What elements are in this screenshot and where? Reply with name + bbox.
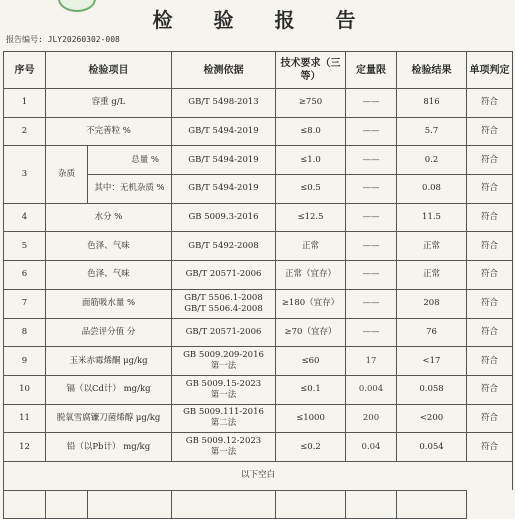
loq: ——	[346, 232, 397, 261]
result: 76	[397, 318, 467, 347]
basis-line: 第一法	[210, 447, 237, 458]
table-row	[4, 289, 513, 318]
loq: 0.04	[346, 433, 397, 462]
row-number: 6	[4, 261, 46, 290]
basis-cell	[172, 289, 276, 318]
basis-cell	[172, 404, 276, 433]
table-row	[4, 232, 513, 261]
basis-cell	[172, 347, 276, 376]
verdict: 符合	[467, 175, 513, 204]
footer-row	[4, 461, 513, 490]
row-number: 9	[4, 347, 46, 376]
result: <200	[397, 404, 467, 433]
result: 0.054	[397, 433, 467, 462]
loq: ——	[346, 203, 397, 232]
result: 正常	[397, 261, 467, 290]
row-number: 2	[4, 117, 46, 146]
group-label: 杂质	[46, 146, 88, 203]
result: 0.058	[397, 375, 467, 404]
item-name: 水分 %	[46, 203, 172, 232]
loq: ——	[346, 146, 397, 175]
verdict: 符合	[467, 347, 513, 376]
loq: ——	[346, 175, 397, 204]
header-result: 检验结果	[397, 52, 467, 89]
row-number: 11	[4, 404, 46, 433]
basis-line: GB/T 5506.1-2008	[184, 292, 263, 303]
item-name: 色泽、气味	[46, 232, 172, 261]
item-name: 面筋吸水量 %	[46, 289, 172, 318]
header-verdict: 单项判定	[467, 52, 513, 89]
result: 正常	[397, 232, 467, 261]
row-number: 7	[4, 289, 46, 318]
verdict: 符合	[467, 318, 513, 347]
footer-text: 以下空白	[4, 461, 513, 490]
basis-line: GB 5009.111-2016	[183, 407, 264, 418]
basis-line: GB/T 20571-2006	[185, 269, 262, 280]
verdict: 符合	[467, 146, 513, 175]
verdict: 符合	[467, 289, 513, 318]
verdict: 符合	[467, 117, 513, 146]
table-row	[4, 261, 513, 290]
basis-line: GB/T 20571-2006	[185, 326, 262, 337]
item-name: 脱氧雪腐镰刀菌烯醇 μg/kg	[46, 404, 172, 433]
loq: ——	[346, 117, 397, 146]
basis-cell	[172, 433, 276, 462]
loq: 17	[346, 347, 397, 376]
table-row	[4, 203, 513, 232]
item-name: 铅（以Pb计） mg/kg	[46, 433, 172, 462]
basis-cell	[172, 261, 276, 290]
verdict: 符合	[467, 433, 513, 462]
result: 208	[397, 289, 467, 318]
requirement: ≥750	[276, 89, 346, 118]
verdict: 符合	[467, 203, 513, 232]
blank-cell	[88, 490, 172, 519]
table-row	[4, 404, 513, 433]
row-number: 12	[4, 433, 46, 462]
row-number: 5	[4, 232, 46, 261]
basis-line: GB/T 5506.4-2008	[184, 303, 263, 314]
verdict: 符合	[467, 375, 513, 404]
basis-cell	[172, 203, 276, 232]
table-header-row	[4, 52, 513, 89]
header-requirement: 技术要求（三等）	[276, 52, 346, 89]
header-loq: 定量限	[346, 52, 397, 89]
basis-cell	[172, 375, 276, 404]
basis-cell	[172, 117, 276, 146]
requirement: ≤0.2	[276, 433, 346, 462]
item-name: 品尝评分值 分	[46, 318, 172, 347]
result: <17	[397, 347, 467, 376]
basis-line: GB/T 5498-2013	[188, 97, 259, 108]
result: 0.08	[397, 175, 467, 204]
basis-line: 第二法	[210, 418, 237, 429]
requirement: ≤1.0	[276, 146, 346, 175]
item-name: 总量 %	[88, 146, 172, 175]
row-number: 4	[4, 203, 46, 232]
item-name: 不完善粒 %	[46, 117, 172, 146]
table-row	[4, 375, 513, 404]
loq: ——	[346, 89, 397, 118]
verdict: 符合	[467, 404, 513, 433]
table-row	[4, 146, 513, 175]
item-name: 容重 g/L	[46, 89, 172, 118]
requirement: ≤12.5	[276, 203, 346, 232]
blank-cell	[172, 490, 276, 519]
result: 0.2	[397, 146, 467, 175]
page-title: 检 验 报 告	[152, 8, 373, 32]
requirement: ≤60	[276, 347, 346, 376]
verdict: 符合	[467, 89, 513, 118]
result: 5.7	[397, 117, 467, 146]
requirement: 正常	[276, 232, 346, 261]
report-number: 报告编号: JLY20260302-008	[6, 35, 120, 44]
loq: ——	[346, 318, 397, 347]
requirement: 正常（宜存）	[276, 261, 346, 290]
loq: 0.004	[346, 375, 397, 404]
basis-cell	[172, 89, 276, 118]
inspection-table	[3, 51, 513, 519]
basis-line: GB 5009.15-2023	[185, 378, 262, 389]
basis-cell	[172, 232, 276, 261]
basis-line: GB 5009.3-2016	[188, 212, 259, 223]
table-row	[4, 318, 513, 347]
row-number: 1	[4, 89, 46, 118]
loq: ——	[346, 261, 397, 290]
row-number: 3	[4, 146, 46, 203]
basis-line: 第一法	[210, 361, 237, 372]
row-number: 10	[4, 375, 46, 404]
loq: 200	[346, 404, 397, 433]
basis-line: GB/T 5492-2008	[188, 240, 259, 251]
basis-line: 第一法	[210, 389, 237, 400]
loq: ——	[346, 289, 397, 318]
requirement: ≥180（宜存）	[276, 289, 346, 318]
basis-cell	[172, 146, 276, 175]
blank-cell	[346, 490, 397, 519]
requirement: ≤1000	[276, 404, 346, 433]
table-row	[4, 347, 513, 376]
header-item: 检验项目	[46, 52, 172, 89]
basis-line: GB/T 5494-2019	[188, 154, 259, 165]
verdict: 符合	[467, 232, 513, 261]
blank-row	[4, 490, 513, 519]
basis-cell	[172, 318, 276, 347]
header-no: 序号	[4, 52, 46, 89]
item-name: 色泽、气味	[46, 261, 172, 290]
row-number: 8	[4, 318, 46, 347]
item-name: 其中：无机杂质 %	[88, 175, 172, 204]
basis-line: GB 5009.12-2023	[185, 436, 262, 447]
requirement: ≤8.0	[276, 117, 346, 146]
table-row	[4, 117, 513, 146]
basis-line: GB/T 5494-2019	[188, 183, 259, 194]
item-name: 玉米赤霉烯酮 μg/kg	[46, 347, 172, 376]
blank-cell	[4, 490, 46, 519]
table-row	[4, 433, 513, 462]
item-name: 镉（以Cd计） mg/kg	[46, 375, 172, 404]
table-row	[4, 89, 513, 118]
verdict: 符合	[467, 261, 513, 290]
basis-cell	[172, 175, 276, 204]
result: 11.5	[397, 203, 467, 232]
requirement: ≤0.5	[276, 175, 346, 204]
basis-line: GB/T 5494-2019	[188, 126, 259, 137]
blank-cell	[46, 490, 88, 519]
header-basis: 检测依据	[172, 52, 276, 89]
blank-cell	[276, 490, 346, 519]
result: 816	[397, 89, 467, 118]
requirement: ≥70（宜存）	[276, 318, 346, 347]
blank-cell	[397, 490, 467, 519]
requirement: ≤0.1	[276, 375, 346, 404]
basis-line: GB 5009.209-2016	[183, 350, 264, 361]
